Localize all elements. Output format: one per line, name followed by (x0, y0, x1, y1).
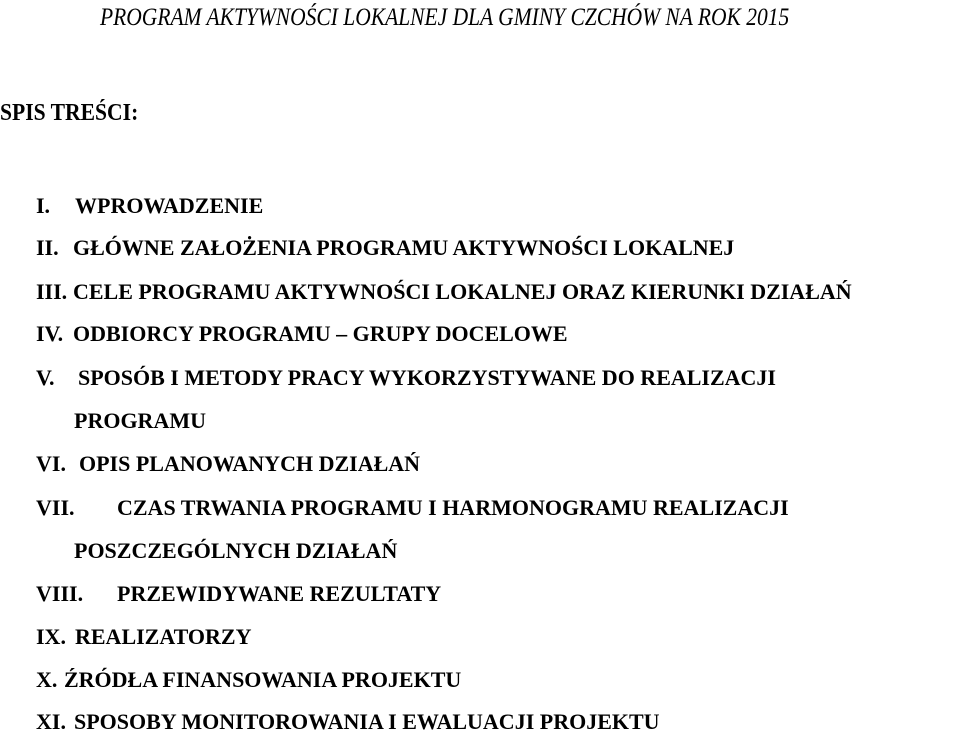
toc-text: REALIZATORZY (75, 624, 252, 649)
toc-text: PRZEWIDYWANE REZULTATY (117, 581, 442, 606)
toc-text: WPROWADZENIE (75, 193, 264, 218)
toc-number: XI. (36, 709, 66, 734)
toc-number: I. (36, 193, 51, 218)
toc-number: III. (36, 279, 68, 304)
toc-number: VI. (36, 451, 66, 476)
toc-heading: SPIS TREŚCI: (0, 100, 139, 126)
toc-text: CZAS TRWANIA PROGRAMU I HARMONOGRAMU REALIZACJI (117, 495, 789, 520)
toc-text: ŹRÓDŁA FINANSOWANIA PROJEKTU (64, 667, 462, 692)
toc-number: X. (36, 667, 58, 692)
toc-text: SPOSÓB I METODY PRACY WYKORZYSTYWANE DO REALIZACJI (78, 365, 776, 390)
toc-text: ODBIORCY PROGRAMU – GRUPY DOCELOWE (73, 321, 568, 346)
toc-number: II. (36, 235, 59, 260)
toc-text: CELE PROGRAMU AKTYWNOŚCI LOKALNEJ ORAZ KIERUNKI DZIAŁAŃ (73, 279, 852, 304)
toc-text: OPIS PLANOWANYCH DZIAŁAŃ (79, 451, 421, 476)
toc-number: V. (36, 365, 55, 390)
toc-text: PROGRAMU (74, 408, 206, 433)
toc-number: IV. (36, 321, 64, 346)
toc-text: GŁÓWNE ZAŁOŻENIA PROGRAMU AKTYWNOŚCI LOKALNEJ (73, 235, 735, 260)
toc-text: POSZCZEGÓLNYCH DZIAŁAŃ (74, 538, 398, 563)
toc-number: VIII. (36, 581, 84, 606)
toc-text: SPOSOBY MONITOROWANIA I EWALUACJI PROJEKTU (74, 709, 660, 734)
document-title: PROGRAM AKTYWNOŚCI LOKALNEJ DLA GMINY CZCHÓW NA ROK 2015 (100, 4, 790, 31)
toc-number: VII. (36, 495, 75, 520)
toc-number: IX. (36, 624, 66, 649)
